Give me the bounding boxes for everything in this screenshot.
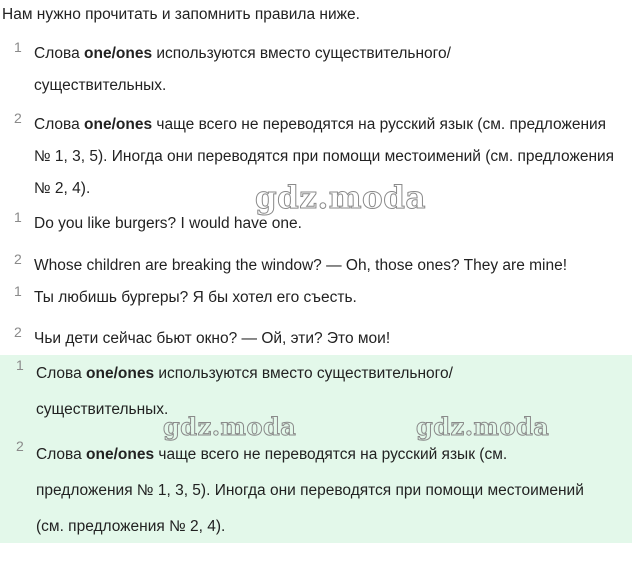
example-text: Whose children are breaking the window? — Oh, those ones? They are mine! bbox=[34, 257, 568, 274]
example-text: Чьи дети сейчас бьют окно? — Ой, эти? Это мои! bbox=[34, 330, 391, 347]
watermark: gdz.moda bbox=[163, 412, 297, 441]
example-item bbox=[14, 323, 624, 355]
rule-text: Слова one/ones используются вместо существительного/ существительных. bbox=[36, 365, 453, 418]
list-number: 1 bbox=[14, 283, 22, 299]
list-number: 2 bbox=[16, 438, 24, 454]
list-number: 1 bbox=[16, 357, 24, 373]
list-number: 2 bbox=[14, 324, 22, 340]
example-item bbox=[14, 282, 624, 314]
list-number: 2 bbox=[14, 251, 22, 267]
list-number: 2 bbox=[14, 110, 22, 126]
watermark: gdz.moda bbox=[255, 180, 426, 216]
example-text: Ты любишь бургеры? Я бы хотел его съесть. bbox=[34, 289, 357, 306]
rule-text: Слова one/ones чаще всего не переводятся на русский язык (см. предложения № 1, 3, 5). Иногда они переводятся при помощи местоимений (см. предложения № 2, 4). bbox=[34, 116, 615, 197]
example-text: Do you like burgers? I would have one. bbox=[34, 215, 302, 232]
example-item bbox=[14, 250, 624, 282]
intro-text: Нам нужно прочитать и запомнить правила ниже. bbox=[2, 6, 360, 23]
list-number: 1 bbox=[14, 39, 22, 55]
rule-item bbox=[16, 437, 596, 545]
list-number: 1 bbox=[14, 209, 22, 225]
watermark: gdz.moda bbox=[416, 412, 550, 441]
rule-text: Слова one/ones используются вместо существительного/ существительных. bbox=[34, 45, 451, 94]
rule-item bbox=[14, 38, 504, 102]
rule-text: Слова one/ones чаще всего не переводятся на русский язык (см. предложения № 1, 3, 5). Иногда они переводятся при помощи местоимений (см. предложения № 2, 4). bbox=[36, 446, 584, 535]
